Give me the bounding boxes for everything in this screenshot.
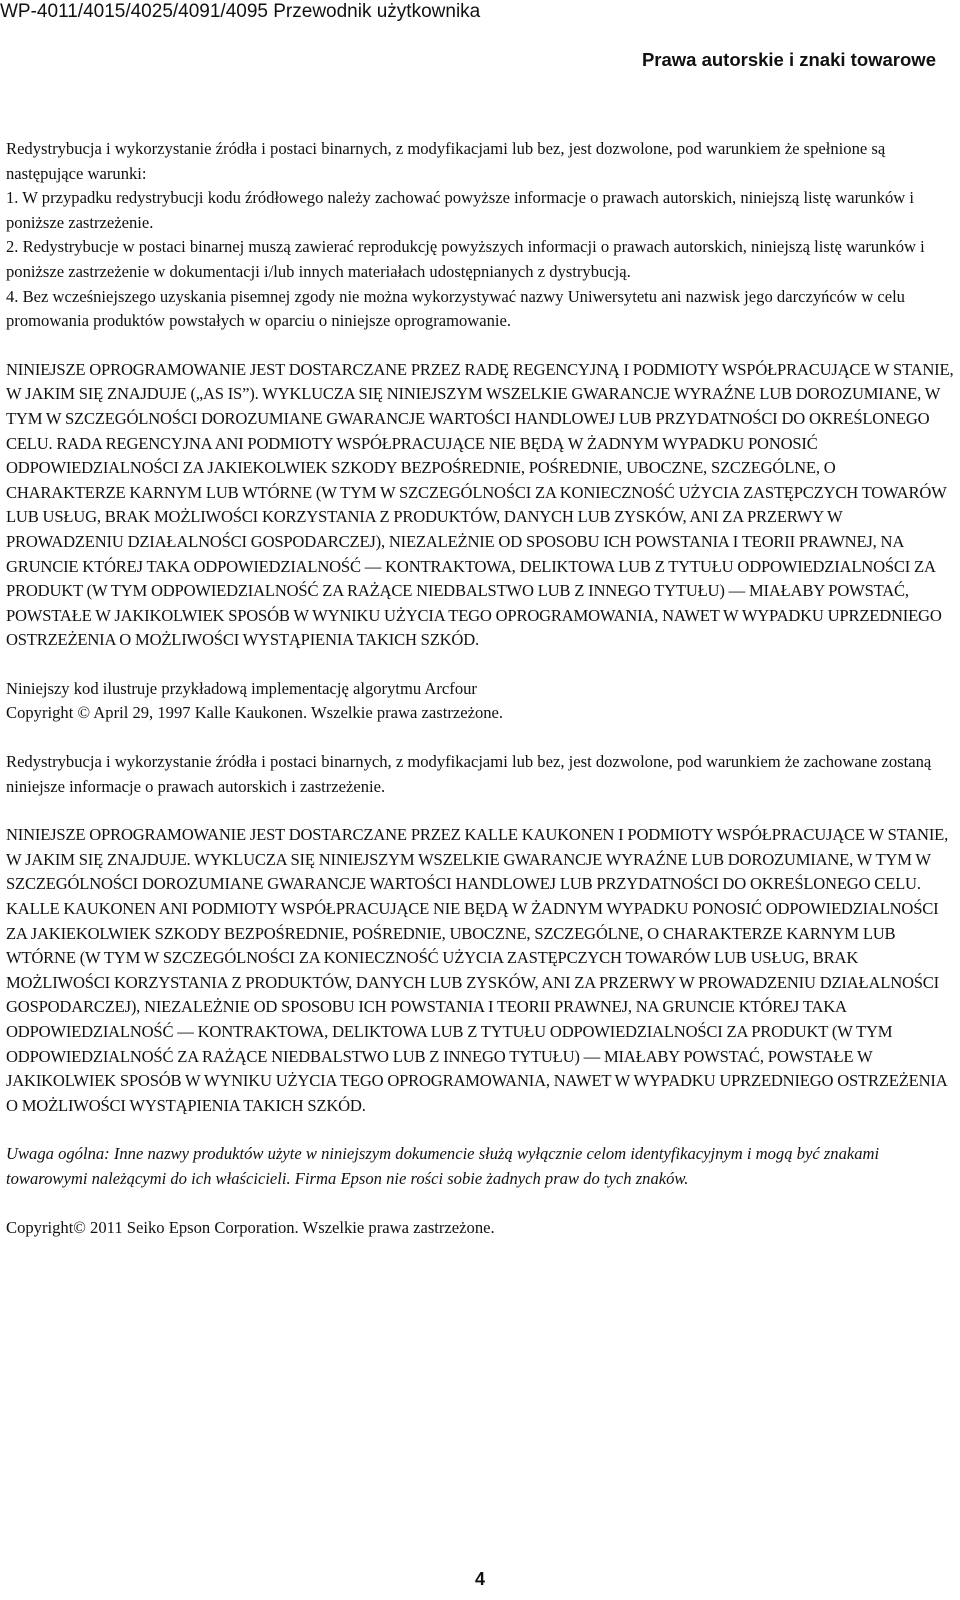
arcfour-note: Niniejszy kod ilustruje przykładową implementację algorytmu Arcfour bbox=[6, 678, 477, 698]
epson-copyright: Copyright© 2011 Seiko Epson Corporation. Wszelkie prawa zastrzeżone. bbox=[6, 1217, 495, 1237]
condition-item-2: 2. Redystrybucje w postaci binarnej muszą zawierać reprodukcję powyższych informacji o prawach autorskich, niniejszą listę warunków i poniższe zastrzeżenie w dokumentacji i/lub innych materiałach udostępnianych z dystrybucją. bbox=[6, 237, 925, 281]
section-title: Prawa autorskie i znaki towarowe bbox=[641, 49, 936, 70]
general-note: Uwaga ogólna: Inne nazwy produktów użyte w niniejszym dokumencie służą wyłącznie celom identyfikacyjnym i mogą być znakami towarowymi należącymi do ich właścicieli. Firma Epson nie rości sobie żadnych praw do tych znaków. bbox=[6, 1144, 880, 1188]
redistribution-paragraph: Redystrybucja i wykorzystanie źródła i postaci binarnych, z modyfikacjami lub bez, jest dozwolone, pod warunkiem że spełnione są następujące warunki: bbox=[6, 139, 886, 183]
running-header: WP-4011/4015/4025/4091/4095 Przewodnik użytkownika bbox=[0, 1, 481, 22]
page-content bbox=[6, 137, 954, 1240]
condition-item-4: 4. Bez wcześniejszego uzyskania pisemnej zgody nie można wykorzystywać nazwy Uniwersytetu ani nazwisk jego darczyńców w celu promowania produktów powstałych w oparciu o niniejsze oprogramowanie. bbox=[6, 286, 905, 331]
condition-item-1: 1. W przypadku redystrybucji kodu źródłowego należy zachować powyższe informacje o prawach autorskich, niniejszą listę warunków i poniższe zastrzeżenie. bbox=[6, 188, 915, 232]
page-number: 4 bbox=[474, 1569, 485, 1589]
disclaimer-regents: NINIEJSZE OPROGRAMOWANIE JEST DOSTARCZANE PRZEZ RADĘ REGENCYJNĄ I PODMIOTY WSPÓŁPRACUJĄCE W STANIE, W JAKIM SIĘ ZNAJDUJE („AS IS”). WYKLUCZA SIĘ NINIEJSZYM WSZELKIE GWARANCJE WYRAŹNE LUB DOROZUMIANE, W TYM W SZCZEGÓLNOŚCI DOROZUMIANE GWARANCJE WARTOŚCI HANDLOWEJ LUB PRZYDATNOŚCI DO OKREŚLONEGO CELU. RADA REGENCYJNA ANI PODMIOTY WSPÓŁPRACUJĄCE NIE BĘDĄ W ŻADNYM WYPADKU PONOSIĆ ODPOWIEDZIALNOŚCI ZA JAKIEKOLWIEK SZKODY BEZPOŚREDNIE, POŚREDNIE, UBOCZNE, SZCZEGÓLNE, O CHARAKTERZE KARNYM LUB WTÓRNE (W TYM W SZCZEGÓLNOŚCI ZA KONIECZNOŚĆ UŻYCIA ZASTĘPCZYCH TOWARÓW LUB USŁUG, BRAK MOŻLIWOŚCI KORZYSTANIA Z PRODUKTÓW, DANYCH LUB ZYSKÓW, ANI ZA PRZERWY W PROWADZENIU DZIAŁALNOŚCI GOSPODARCZEJ), NIEZALEŻNIE OD SPOSOBU ICH POWSTANIA I TEORII PRAWNEJ, NA GRUNCIE KTÓREJ TAKA ODPOWIEDZIALNOŚĆ — KONTRAKTOWA, DELIKTOWA LUB Z TYTUŁU ODPOWIEDZIALNOŚCI ZA PRODUKT (W TYM ODPOWIEDZIALNOŚĆ ZA RAŻĄCE NIEDBALSTWO LUB Z INNEGO TYTUŁU) — MIAŁABY POWSTAĆ, POWSTAŁE W JAKIKOLWIEK SPOSÓB W WYNIKU UŻYCIA TEGO OPROGRAMOWANIA, NAWET W WYPADKU UPRZEDNIEGO OSTRZEŻENIA O MOŻLIWOŚCI WYSTĄPIENIA TAKICH SZKÓD. bbox=[6, 359, 954, 650]
disclaimer-kaukonen: NINIEJSZE OPROGRAMOWANIE JEST DOSTARCZANE PRZEZ KALLE KAUKONEN I PODMIOTY WSPÓŁPRACUJĄCE W STANIE, W JAKIM SIĘ ZNAJDUJE. WYKLUCZA SIĘ NINIEJSZYM WSZELKIE GWARANCJE WYRAŹNE LUB DOROZUMIANE, W TYM W SZCZEGÓLNOŚCI DOROZUMIANE GWARANCJE WARTOŚCI HANDLOWEJ LUB PRZYDATNOŚCI DO OKREŚLONEGO CELU. KALLE KAUKONEN ANI PODMIOTY WSPÓŁPRACUJĄCE NIE BĘDĄ W ŻADNYM WYPADKU PONOSIĆ ODPOWIEDZIALNOŚCI ZA JAKIEKOLWIEK SZKODY BEZPOŚREDNIE, POŚREDNIE, UBOCZNE, SZCZEGÓLNE, O CHARAKTERZE KARNYM LUB WTÓRNE (W TYM W SZCZEGÓLNOŚCI ZA KONIECZNOŚĆ UŻYCIA ZASTĘPCZYCH TOWARÓW LUB USŁUG, BRAK MOŻLIWOŚCI KORZYSTANIA Z PRODUKTÓW, DANYCH LUB ZYSKÓW, ANI ZA PRZERWY W PROWADZENIU DZIAŁALNOŚCI GOSPODARCZEJ), NIEZALEŻNIE OD SPOSOBU ICH POWSTANIA I TEORII PRAWNEJ, NA GRUNCIE KTÓREJ TAKA ODPOWIEDZIALNOŚĆ — KONTRAKTOWA, DELIKTOWA LUB Z TYTUŁU ODPOWIEDZIALNOŚCI ZA PRODUKT (W TYM ODPOWIEDZIALNOŚĆ ZA RAŻĄCE NIEDBALSTWO LUB Z INNEGO TYTUŁU) — MIAŁABY POWSTAĆ, POWSTAŁE W JAKIKOLWIEK SPOSÓB W WYNIKU UŻYCIA TEGO OPROGRAMOWANIA, NAWET W WYPADKU UPRZEDNIEGO OSTRZEŻENIA O MOŻLIWOŚCI WYSTĄPIENIA TAKICH SZKÓD. bbox=[6, 825, 949, 1115]
arcfour-copyright: Copyright © April 29, 1997 Kalle Kaukonen. Wszelkie prawa zastrzeżone. bbox=[6, 703, 504, 723]
redistribution-paragraph-2: Redystrybucja i wykorzystanie źródła i postaci binarnych, z modyfikacjami lub bez, jest dozwolone, pod warunkiem że zachowane zostaną niniejsze informacje o prawach autorskich i zastrzeżenie. bbox=[6, 752, 932, 796]
